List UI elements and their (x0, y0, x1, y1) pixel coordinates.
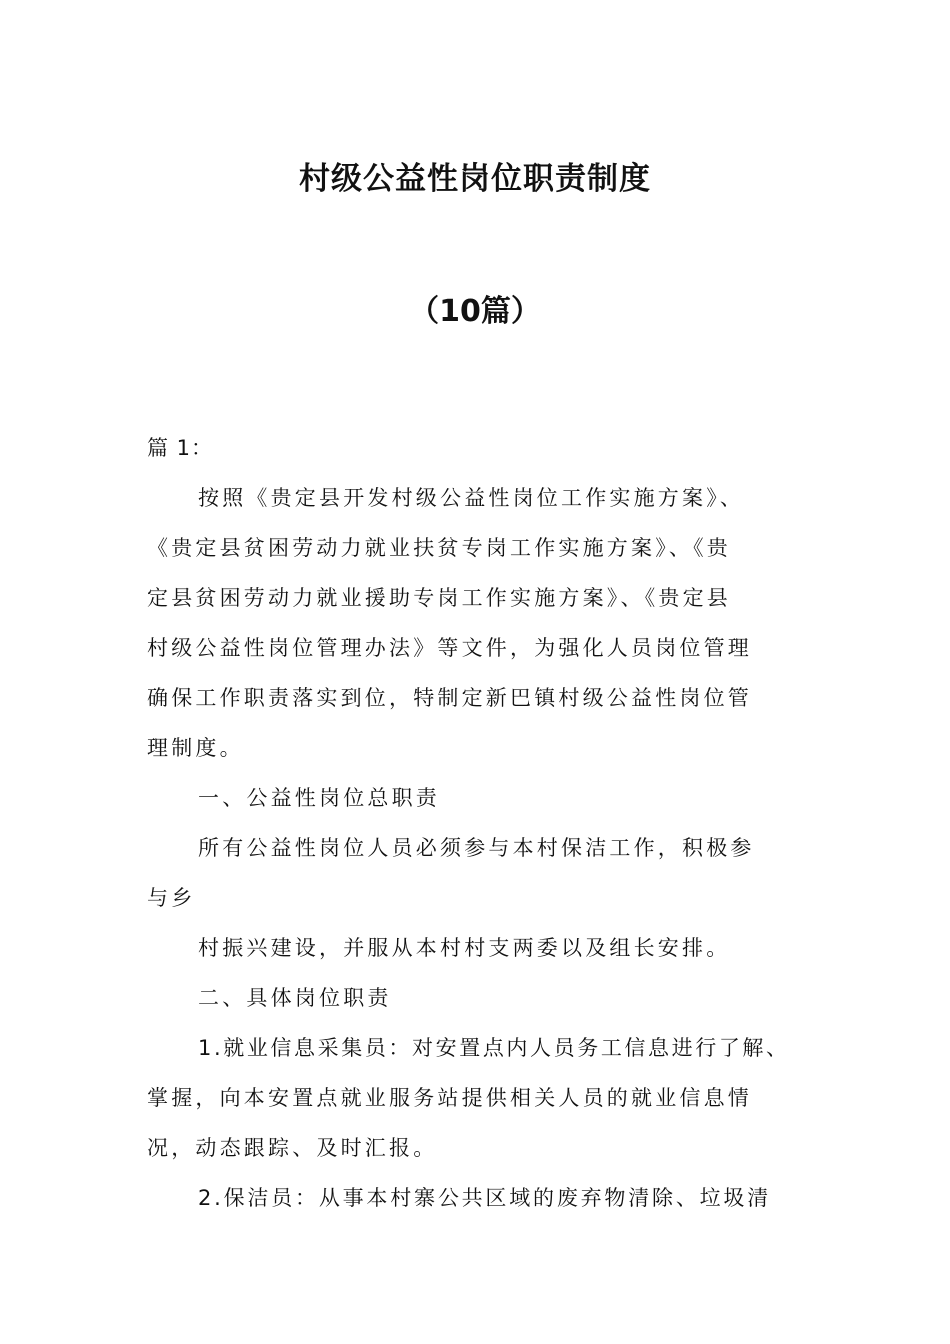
paragraph-line: 况，动态跟踪、及时汇报。 (147, 1136, 438, 1160)
section-heading: 篇 1： (147, 436, 214, 460)
paragraph-line: 与乡 (147, 886, 196, 910)
paragraph-line: 定县贫困劳动力就业援助专岗工作实施方案》、《贵定县 (147, 586, 731, 610)
paragraph-line: 确保工作职责落实到位，特制定新巴镇村级公益性岗位管 (147, 686, 752, 710)
paragraph-line: 掌握，向本安置点就业服务站提供相关人员的就业信息情 (147, 1086, 752, 1110)
document-subtitle: （10篇） (409, 294, 541, 329)
paragraph-line: 1.就业信息采集员：对安置点内人员务工信息进行了解、 (198, 1036, 790, 1060)
paragraph-line: 按照《贵定县开发村级公益性岗位工作实施方案》、 (198, 486, 745, 510)
paragraph-line: 所有公益性岗位人员必须参与本村保洁工作，积极参 (198, 836, 755, 860)
paragraph-line: 村级公益性岗位管理办法》等文件，为强化人员岗位管理 (147, 636, 752, 660)
paragraph-line: 理制度。 (147, 736, 244, 760)
section-heading: 一、公益性岗位总职责 (198, 786, 440, 810)
paragraph-line: 村振兴建设，并服从本村村支两委以及组长安排。 (198, 936, 731, 960)
paragraph-line: 2.保洁员：从事本村寨公共区域的废弃物清除、垃圾清 (198, 1186, 772, 1210)
paragraph-line: 《贵定县贫困劳动力就业扶贫专岗工作实施方案》、《贵 (147, 536, 731, 560)
section-heading: 二、具体岗位职责 (198, 986, 392, 1010)
document-title: 村级公益性岗位职责制度 (299, 161, 651, 197)
